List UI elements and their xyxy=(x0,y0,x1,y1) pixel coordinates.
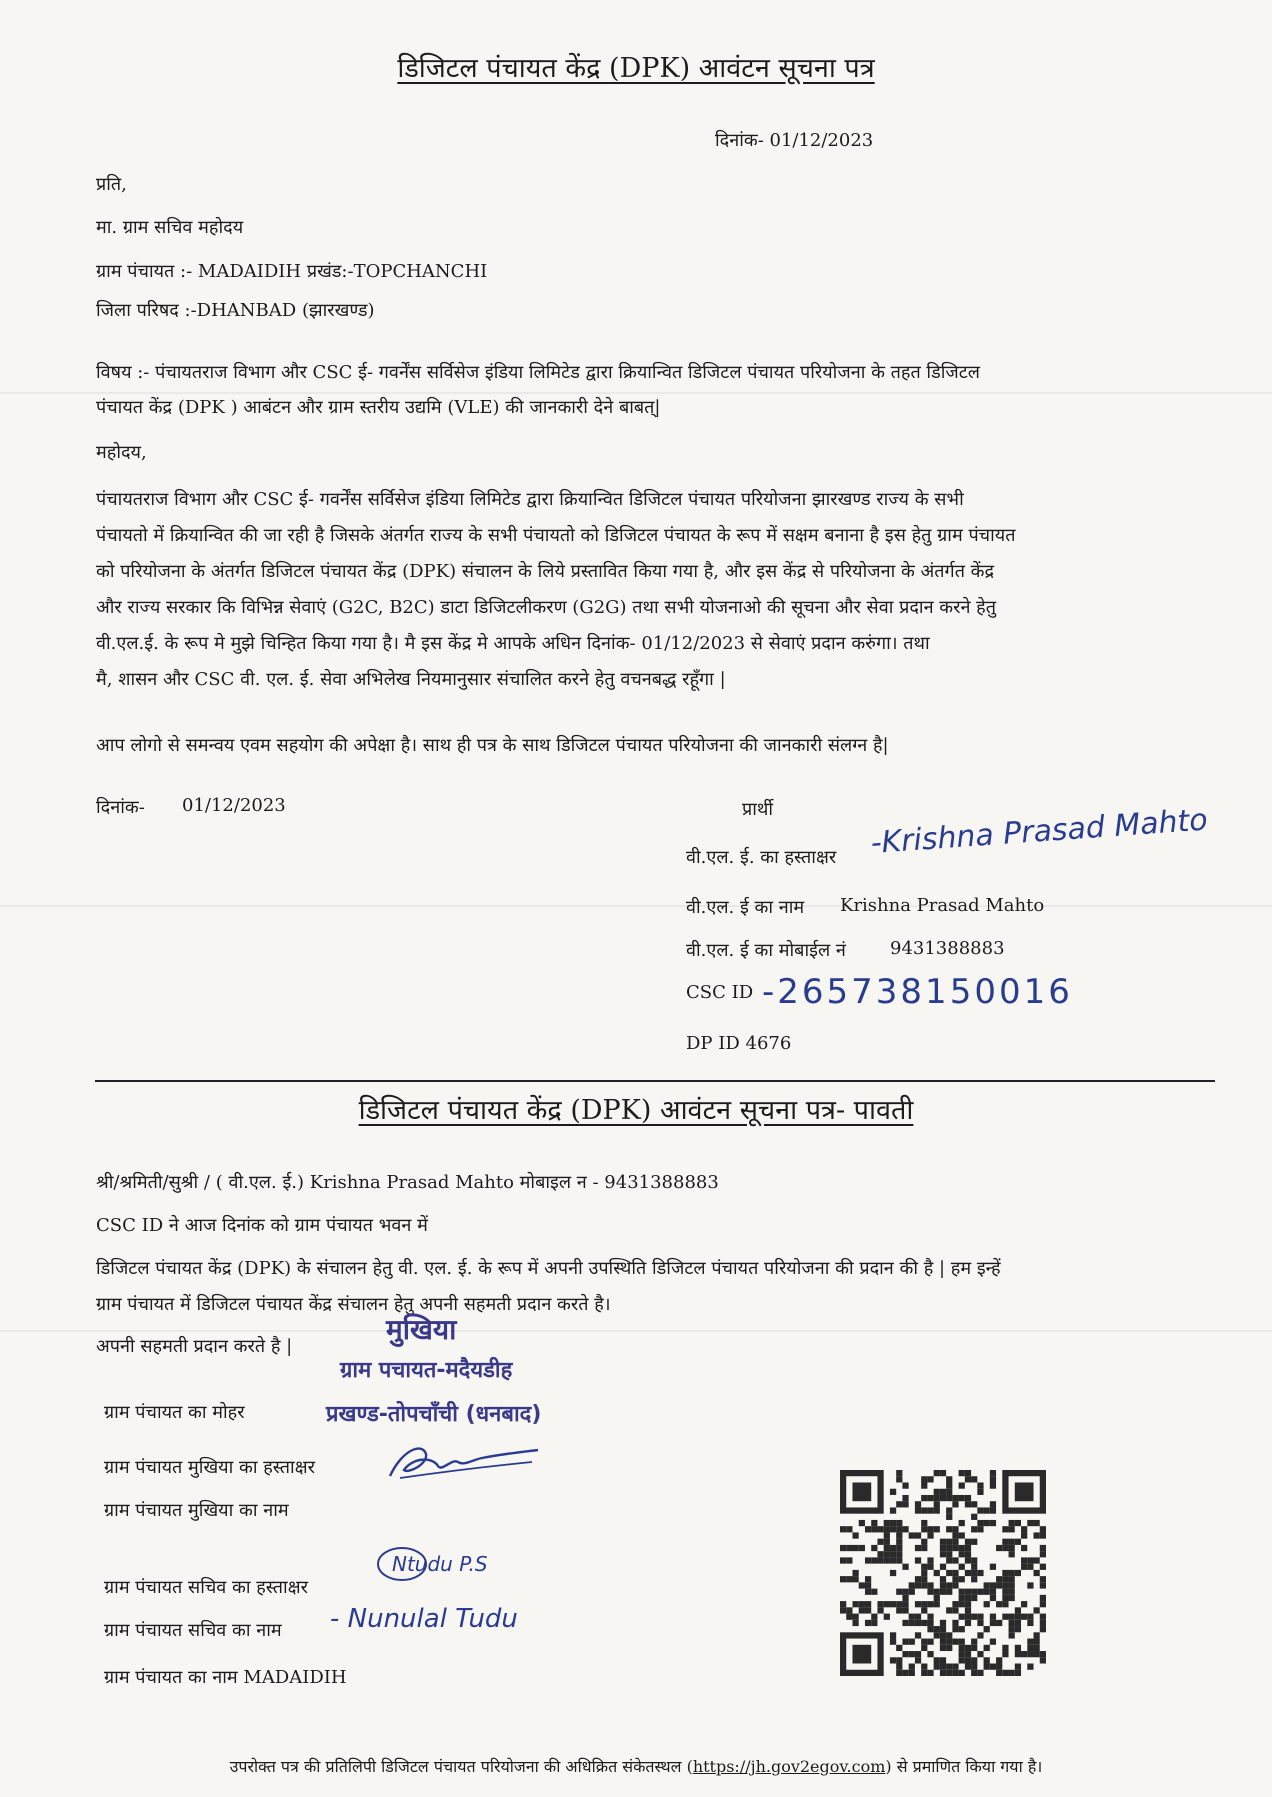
body-line: वी.एल.ई. के रूप मे मुझे चिन्हित किया गया है। मै इस केंद्र मे आपके अधिन दिनांक- 01/12/2023 से सेवाएं प्रदान करुंगा। तथा xyxy=(96,633,930,654)
receipt-title: डिजिटल पंचायत केंद्र (DPK) आवंटन सूचना पत्र- पावती xyxy=(358,1095,914,1126)
body-line: पंचायतो में क्रियान्वित की जा रही है जिसके अंतर्गत राज्य के सभी पंचायतो को डिजिटल पंचायत के रूप में सक्षम बनाना है इस हेतु ग्राम पंचायत xyxy=(96,525,1016,546)
paper-fold xyxy=(0,1330,1272,1332)
letter-title: डिजिटल पंचायत केंद्र (DPK) आवंटन सूचना पत्र xyxy=(397,53,875,84)
vle-mobile-value: 9431388883 xyxy=(890,938,1005,959)
addressee: मा. ग्राम सचिव महोदय xyxy=(96,217,244,238)
salutation: महोदय, xyxy=(96,442,147,463)
sachiv-name: - Nunulal Tudu xyxy=(330,1604,518,1634)
panchayat-name: ग्राम पंचायत का नाम MADAIDIH xyxy=(104,1667,347,1688)
footer-text-after: ) से प्रमाणित किया गया है। xyxy=(885,1757,1043,1776)
vle-signature-label: वी.एल. ई. का हस्ताक्षर xyxy=(686,847,837,868)
body-line: मै, शासन और CSC वी. एल. ई. सेवा अभिलेख नियमानुसार संचालित करने हेतु वचनबद्ध रहूँगा | xyxy=(96,669,726,690)
dp-id: DP ID 4676 xyxy=(686,1033,792,1054)
footer xyxy=(0,1755,1272,1777)
csc-id-label: CSC ID xyxy=(686,982,754,1003)
csc-id-handwritten: -265738150016 xyxy=(762,972,1073,1012)
sachiv-signature: Ntudu P.S xyxy=(392,1552,488,1576)
qr-code-icon xyxy=(840,1470,1046,1676)
sachiv-sign-label: ग्राम पंचायत सचिव का हस्ताक्षर xyxy=(104,1577,308,1598)
panchayat-line: ग्राम पंचायत :- MADAIDIH प्रखंड:-TOPCHANCHI xyxy=(96,261,488,282)
receipt-line-4: ग्राम पंचायत में डिजिटल पंचायत केंद्र संचालन हेतु अपनी सहमती प्रदान करते है। xyxy=(96,1294,611,1315)
stamp-panchayat: ग्राम पचायत-मदैयडीह xyxy=(340,1358,513,1383)
body-line: और राज्य सरकार कि विभिन्न सेवाएं (G2C, B2C) डाटा डिजिटलीकरण (G2G) तथा सभी योजनाओ की सूचना और सेवा प्रदान करने हेतु xyxy=(96,597,997,618)
sachiv-name-label: ग्राम पंचायत सचिव का नाम xyxy=(104,1620,282,1641)
stamp-title: मुखिया xyxy=(386,1313,457,1346)
mukhiya-sign-label: ग्राम पंचायत मुखिया का हस्ताक्षर xyxy=(104,1457,315,1478)
mukhiya-name-label: ग्राम पंचायत मुखिया का नाम xyxy=(104,1500,289,1521)
receipt-line-3: डिजिटल पंचायत केंद्र (DPK) के संचालन हेतु वी. एल. ई. के रूप में अपनी उपस्थिति डिजिटल पंचायत परियोजना की प्रदान की है | हम इन्हें xyxy=(96,1258,1001,1279)
to-line: प्रति, xyxy=(96,174,127,195)
footer-text-before: उपरोक्त पत्र की प्रतिलिपी डिजिटल पंचायत परियोजना की अधिक्रित संकेतस्थल ( xyxy=(229,1757,693,1776)
applicant-label: प्रार्थी xyxy=(742,799,774,820)
footer-link[interactable]: https://jh.gov2egov.com xyxy=(692,1757,886,1776)
receipt-line-1: श्री/श्रमिती/सुश्री / ( वी.एल. ई.) Krishna Prasad Mahto मोबाइल न - 9431388883 xyxy=(96,1172,719,1193)
body-line: को परियोजना के अंतर्गत डिजिटल पंचायत केंद्र (DPK) संचालन के लिये प्रस्तावित किया गया है, और इस केंद्र से परियोजना के अंतर्गत केंद्र xyxy=(96,561,995,582)
subject-block xyxy=(96,355,980,425)
closing-line: आप लोगो से समन्वय एवम सहयोग की अपेक्षा है। साथ ही पत्र के साथ डिजिटल पंचायत परियोजना की जानकारी संलग्न है| xyxy=(96,735,889,756)
seal-label: ग्राम पंचायत का मोहर xyxy=(104,1402,245,1423)
date-top: दिनांक- 01/12/2023 xyxy=(715,130,874,151)
vle-mobile-label: वी.एल. ई का मोबाईल नं xyxy=(686,940,846,961)
vle-name-value: Krishna Prasad Mahto xyxy=(840,895,1045,916)
subject-line: पंचायत केंद्र (DPK ) आबंटन और ग्राम स्तरीय उद्यमि (VLE) की जानकारी देने बाबत्| xyxy=(96,397,661,418)
district-line: जिला परिषद :-DHANBAD (झारखण्ड) xyxy=(96,300,375,321)
paper-fold xyxy=(0,905,1272,907)
date-bottom-value: 01/12/2023 xyxy=(182,795,286,816)
mukhiya-signature-icon xyxy=(382,1440,542,1482)
body-block xyxy=(96,482,1015,698)
vle-signature: -Krishna Prasad Mahto xyxy=(869,802,1209,861)
date-bottom-label: दिनांक- xyxy=(96,797,145,818)
stamp-block: प्रखण्ड-तोपचाँची (धनबाद) xyxy=(326,1402,542,1427)
section-divider xyxy=(95,1080,1215,1082)
receipt-line-5: अपनी सहमती प्रदान करते है | xyxy=(96,1336,293,1357)
subject-line: विषय :- पंचायतराज विभाग और CSC ई- गवर्नेंस सर्विसेज इंडिया लिमिटेड द्वारा क्रियान्वित डिजिटल पंचायत परियोजना के तहत डिजिटल xyxy=(96,362,981,383)
body-line: पंचायतराज विभाग और CSC ई- गवर्नेंस सर्विसेज इंडिया लिमिटेड द्वारा क्रियान्वित डिजिटल पंचायत परियोजना झारखण्ड राज्य के सभी xyxy=(96,489,964,510)
receipt-line-2: CSC ID ने आज दिनांक को ग्राम पंचायत भवन में xyxy=(96,1215,428,1236)
vle-name-label: वी.एल. ई का नाम xyxy=(686,897,805,918)
